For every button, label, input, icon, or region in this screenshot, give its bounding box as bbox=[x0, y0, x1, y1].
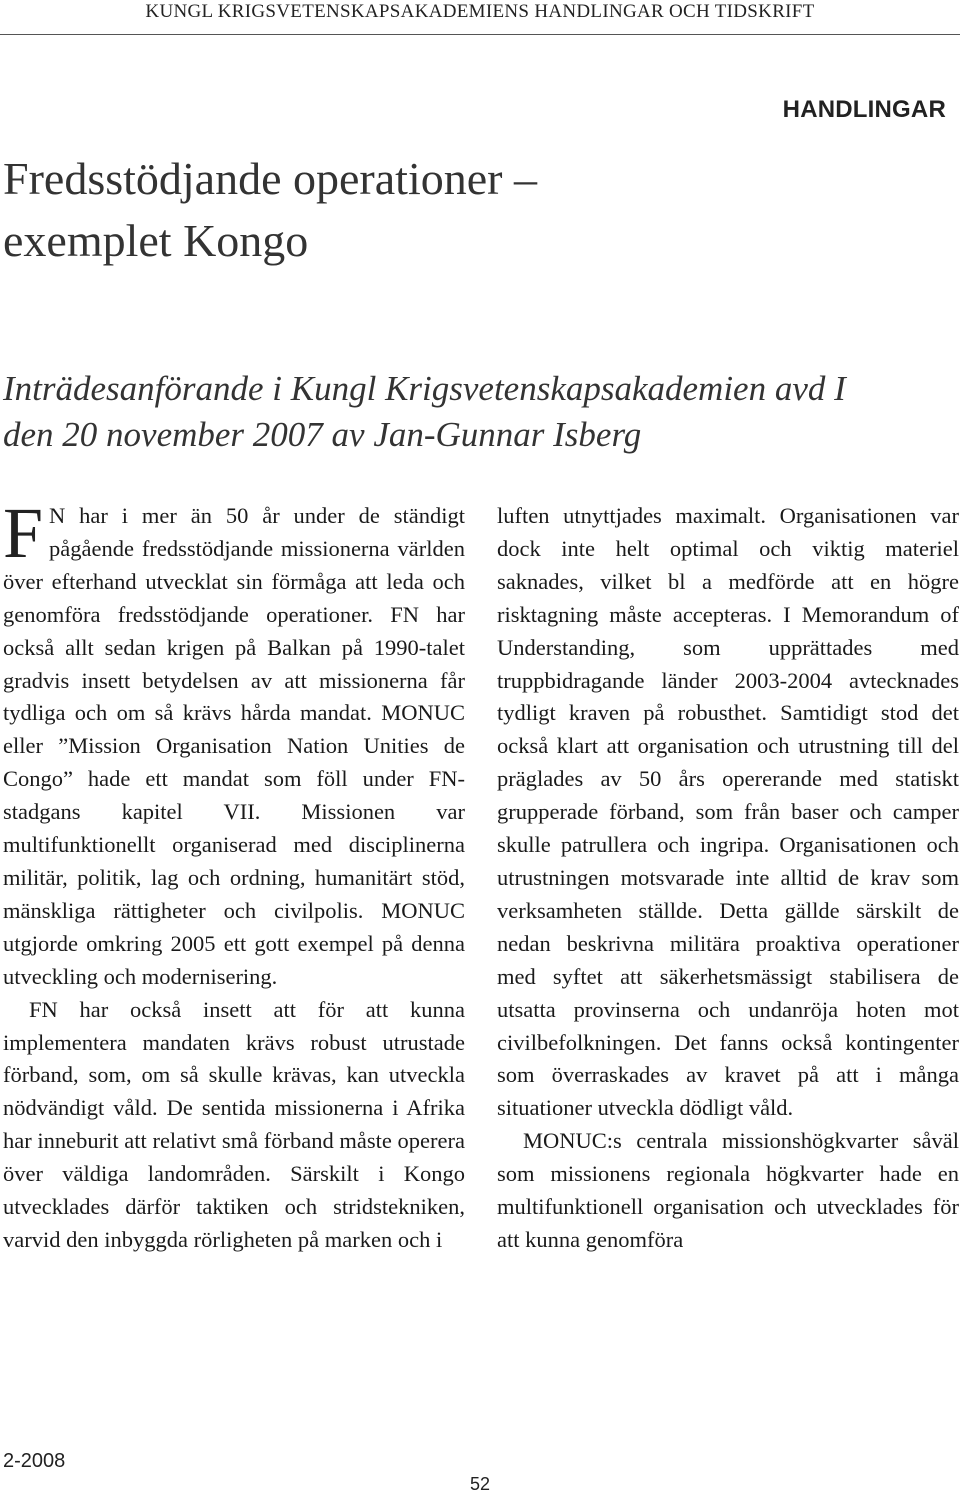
header-rule bbox=[0, 34, 960, 35]
left-paragraph-1 bbox=[3, 493, 465, 994]
left-column bbox=[3, 493, 465, 1257]
article-title bbox=[3, 148, 803, 272]
section-label: HANDLINGAR bbox=[782, 96, 946, 123]
page-number: 52 bbox=[469, 1474, 491, 1494]
running-head: KUNGL KRIGSVETENSKAPSAKADEMIENS HANDLINGAR OCH TIDSKRIFT bbox=[145, 1, 815, 22]
article-subtitle bbox=[3, 366, 953, 458]
right-paragraph-2: MONUC:s centrala missionshögkvarter såväl som missionens regionala högkvarter hade en multifunktionell organisation och utvecklades för att kunna genomföra bbox=[497, 1128, 959, 1252]
subtitle-line-1: Inträdesanförande i Kungl Krigsvetenskapsakademien avd I bbox=[3, 369, 846, 408]
left-paragraph-1-text: N har i mer än 50 år under de ständigt pågående fredsstödjande missionerna världen över efterhand utvecklat sin förmåga att leda och genomföra fredsstödjande operationer. FN har också allt sedan krigen på Balkan på 1990-talet gradvis insett betydelsen av att missionerna får tydliga och om så krävs hårda mandat. MONUC eller ”Mission Organisation Nation Unities de Congo” hade ett mandat som föll under FN-stadgans kapitel VII. Missionen var multifunktionellt organiserad med disciplinerna militär, politik, lag och ordning, humanitärt stöd, mänskliga rättigheter och civilpolis. MONUC utgjorde omkring 2005 ett gott exempel på denna utveckling och modernisering. bbox=[3, 503, 465, 989]
title-line-1: Fredsstödjande operationer – bbox=[3, 153, 537, 204]
subtitle-line-2: den 20 november 2007 av Jan-Gunnar Isberg bbox=[3, 415, 642, 454]
left-paragraph-2: FN har också insett att för att kunna implementera mandaten krävs robust utrustade förband, som, om så skulle krävas, kan utveckla nödvändigt våld. De sentida missionerna i Afrika har inneburit att relativt små förband måste operera över väldiga landområden. Särskilt i Kongo utvecklades därför taktiken och stridstekniken, varvid den inbyggda rörligheten på marken och i bbox=[3, 996, 465, 1252]
drop-cap: F bbox=[3, 493, 44, 573]
right-column bbox=[497, 500, 959, 1257]
issue-number: 2-2008 bbox=[3, 1450, 66, 1472]
right-paragraph-1: luften utnyttjades maximalt. Organisationen var dock inte helt optimal och viktig materiel saknades, vilket bl a medförde att en högre risktagning måste accepteras. I Memorandum of Understanding, som upprättades med truppbidragande länder 2003-2004 avtecknades tydligt kraven på robusthet. Samtidigt stod det också klart att organisation och utrustning till del präglades av 50 års opererande med statiskt grupperade förband, som från baser och camper skulle patrullera och ingripa. Organisationen och utrustningen motsvarade inte alltid de krav som verksamheten ställde. Detta gällde särskilt de nedan beskrivna militära proaktiva operationer med syftet att säkerhetsmässigt stabilisera de utsatta provinserna och undanröja hoten mot civilbefolkningen. Det fanns också kontingenter som överraskades av kravet på att i många situationer utveckla dödligt våld. bbox=[497, 503, 959, 1121]
title-line-2: exemplet Kongo bbox=[3, 215, 309, 266]
